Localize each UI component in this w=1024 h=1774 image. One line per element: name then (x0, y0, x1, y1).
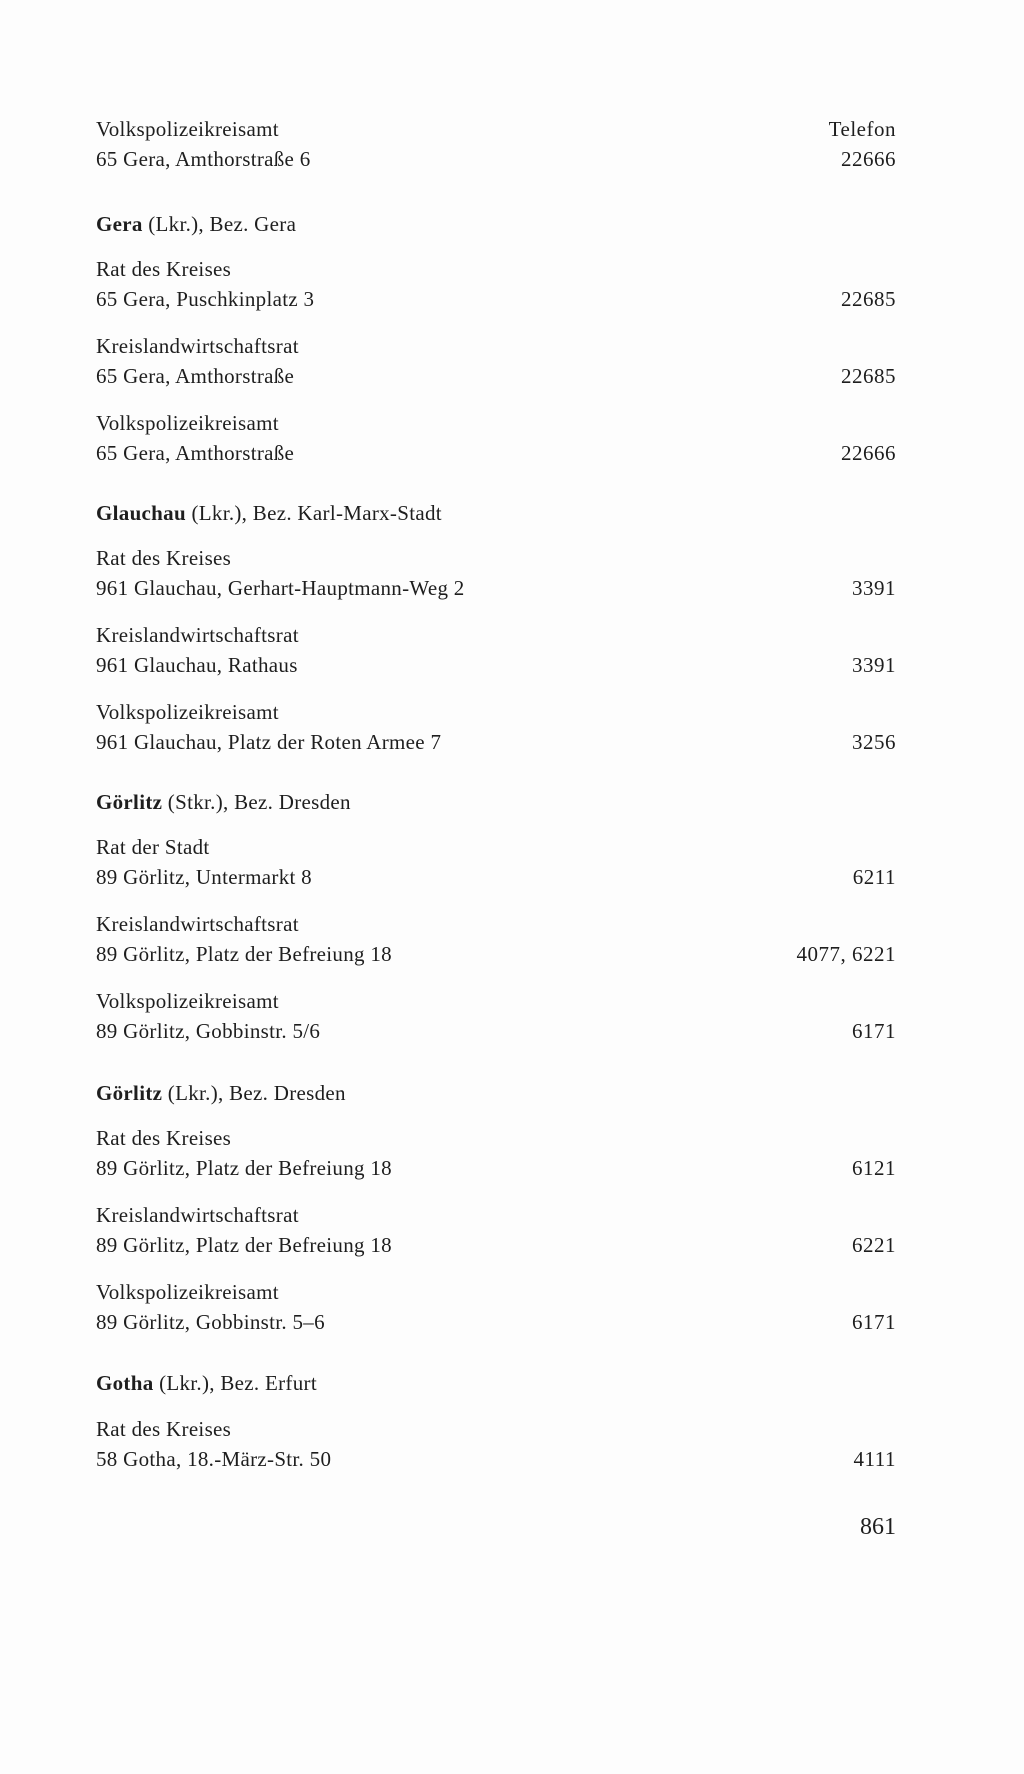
entry-phone: 22666 (841, 441, 896, 465)
entry-name: Volkspolizeikreisamt (96, 1280, 279, 1304)
entry-address-line (96, 438, 896, 468)
entry-name: Rat der Stadt (96, 835, 210, 859)
page-number: 861 (860, 1514, 896, 1540)
entry-address-line (96, 1307, 896, 1337)
entry-name-line (96, 254, 896, 284)
entry-name-line (96, 331, 896, 361)
place-suffix: (Lkr.), Bez. Dresden (162, 1081, 346, 1105)
telefon-header: Telefon (828, 117, 896, 141)
entry-address: 89 Görlitz, Platz der Befreiung 18 (96, 1233, 392, 1257)
place-suffix: (Lkr.), Bez. Erfurt (153, 1371, 317, 1395)
entry-address: 65 Gera, Puschkinplatz 3 (96, 287, 315, 311)
section-heading (96, 787, 896, 817)
entry-name-line (96, 1277, 896, 1307)
entry-name-line (96, 114, 896, 144)
entry-name: Volkspolizeikreisamt (96, 700, 279, 724)
entry-name: Volkspolizeikreisamt (96, 117, 279, 141)
entry-address-line (96, 1230, 896, 1260)
entry-phone: 4077, 6221 (796, 942, 896, 966)
entry-phone: 6221 (852, 1233, 896, 1257)
entry-name: Rat des Kreises (96, 1417, 232, 1441)
entry-name-line (96, 1200, 896, 1230)
entry-name-line (96, 986, 896, 1016)
section-heading (96, 209, 896, 239)
entry-name-line (96, 408, 896, 438)
entry-address: 65 Gera, Amthorstraße 6 (96, 147, 311, 171)
entry-address-line (96, 862, 896, 892)
entry-phone: 3391 (852, 576, 896, 600)
entry-name-line (96, 909, 896, 939)
entry-address: 65 Gera, Amthorstraße (96, 364, 295, 388)
entry-address: 961 Glauchau, Gerhart-Hauptmann-Weg 2 (96, 576, 465, 600)
entry-name: Volkspolizeikreisamt (96, 989, 279, 1013)
entry-name-line (96, 1414, 896, 1444)
entry-address-line (96, 1153, 896, 1183)
entry-name-line (96, 697, 896, 727)
entry-name: Rat des Kreises (96, 257, 232, 281)
entry-address: 89 Görlitz, Platz der Befreiung 18 (96, 942, 392, 966)
place-name: Görlitz (96, 1081, 163, 1105)
entry-address: 89 Görlitz, Platz der Befreiung 18 (96, 1156, 392, 1180)
entry-phone: 3256 (852, 730, 896, 754)
entry-phone: 22666 (841, 147, 896, 171)
entry-name: Kreislandwirtschaftsrat (96, 334, 299, 358)
entry-name-line (96, 620, 896, 650)
entry-address-line (96, 939, 896, 969)
entry-name: Rat des Kreises (96, 1126, 232, 1150)
entry-name: Kreislandwirtschaftsrat (96, 912, 299, 936)
entry-name: Kreislandwirtschaftsrat (96, 1203, 299, 1227)
entry-phone: 6211 (852, 865, 896, 889)
entry-address: 961 Glauchau, Platz der Roten Armee 7 (96, 730, 442, 754)
entry-address-line (96, 1444, 896, 1474)
place-suffix: (Lkr.), Bez. Gera (142, 212, 297, 236)
place-name: Glauchau (96, 501, 186, 525)
entry-address-line (96, 1016, 896, 1046)
place-suffix: (Stkr.), Bez. Dresden (162, 790, 351, 814)
entry-address: 89 Görlitz, Untermarkt 8 (96, 865, 312, 889)
place-name: Görlitz (96, 790, 163, 814)
entry-name: Rat des Kreises (96, 546, 232, 570)
place-name: Gera (96, 212, 143, 236)
entry-address: 961 Glauchau, Rathaus (96, 653, 298, 677)
entry-address-line (96, 573, 896, 603)
entry-phone: 22685 (841, 287, 896, 311)
entry-phone: 22685 (841, 364, 896, 388)
directory-page (96, 0, 896, 1774)
place-name: Gotha (96, 1371, 154, 1395)
entry-phone: 3391 (852, 653, 896, 677)
entry-name-line (96, 832, 896, 862)
entry-address-line (96, 284, 896, 314)
entry-phone: 4111 (853, 1447, 896, 1471)
entry-name-line (96, 1123, 896, 1153)
entry-phone: 6171 (852, 1310, 896, 1334)
entry-address: 58 Gotha, 18.-März-Str. 50 (96, 1447, 332, 1471)
entry-name: Volkspolizeikreisamt (96, 411, 279, 435)
section-heading (96, 498, 896, 528)
section-heading (96, 1368, 896, 1398)
entry-phone: 6121 (852, 1156, 896, 1180)
place-suffix: (Lkr.), Bez. Karl-Marx-Stadt (185, 501, 442, 525)
entry-name: Kreislandwirtschaftsrat (96, 623, 299, 647)
entry-phone: 6171 (852, 1019, 896, 1043)
entry-name-line (96, 543, 896, 573)
entry-address: 89 Görlitz, Gobbinstr. 5/6 (96, 1019, 321, 1043)
entry-address: 89 Görlitz, Gobbinstr. 5–6 (96, 1310, 325, 1334)
entry-address: 65 Gera, Amthorstraße (96, 441, 295, 465)
entry-address-line (96, 650, 896, 680)
entry-address-line (96, 727, 896, 757)
section-heading (96, 1078, 896, 1108)
entry-address-line (96, 144, 896, 174)
entry-address-line (96, 361, 896, 391)
